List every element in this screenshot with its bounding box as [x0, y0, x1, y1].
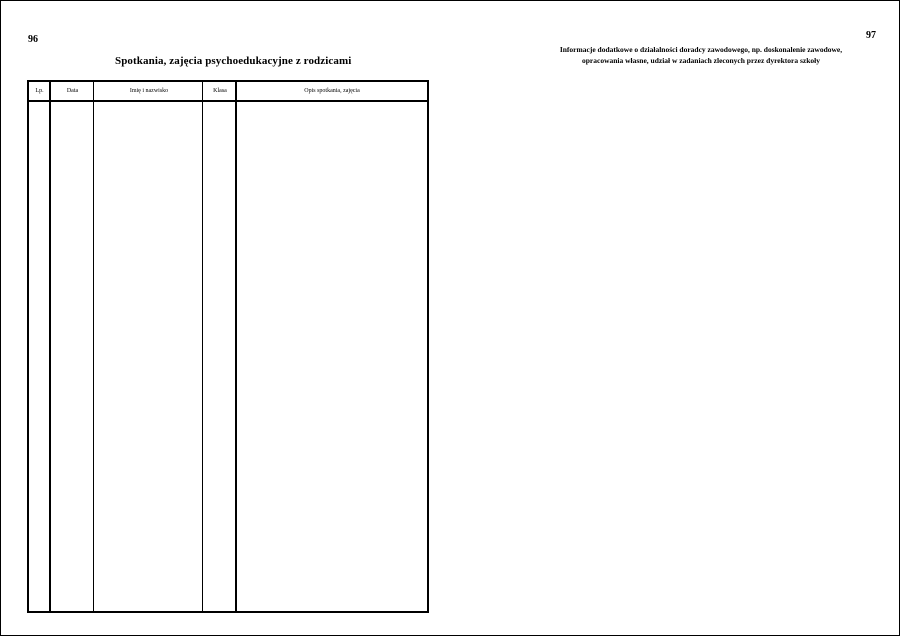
- column-divider: [93, 82, 94, 611]
- column-header-class: Klasa: [213, 88, 227, 94]
- table-header: [29, 82, 427, 102]
- right-page: [450, 0, 900, 634]
- column-divider: [235, 82, 237, 611]
- column-divider: [202, 82, 203, 611]
- left-page: [0, 0, 450, 634]
- right-heading-line-2: opracowania własne, udział w zadaniach zleconych przez dyrektora szkoły: [582, 56, 820, 65]
- column-header-data: Data: [66, 88, 79, 94]
- column-header-name: Imię i nazwisko: [129, 88, 169, 94]
- right-heading-line-1: Informacje dodatkowe o działalności doradcy zawodowego, np. doskonalenie zawodowe,: [559, 45, 843, 54]
- left-page-title: Spotkania, zajęcia psychoedukacyjne z rodzicami: [115, 55, 352, 67]
- column-divider: [49, 82, 51, 611]
- right-page-number: 97: [866, 30, 876, 41]
- column-header-lp: Lp.: [35, 88, 44, 94]
- meetings-form-table: [27, 80, 429, 613]
- right-page-heading: [496, 44, 900, 66]
- column-header-description: Opis spotkania, zajęcia: [304, 88, 360, 94]
- left-page-number: 96: [28, 34, 38, 45]
